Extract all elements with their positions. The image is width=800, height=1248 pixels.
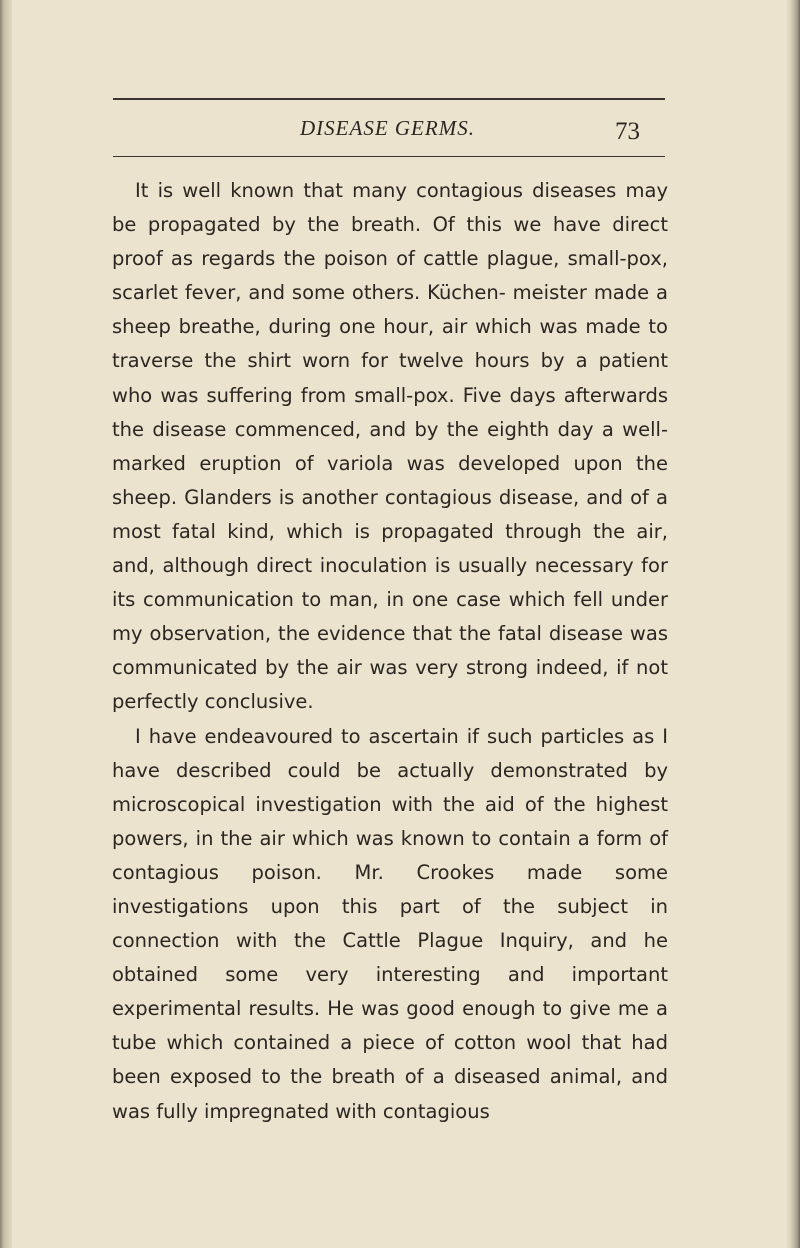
running-head-title: DISEASE GERMS. <box>300 116 475 140</box>
page-edge-right <box>786 0 800 1248</box>
paragraph: I have endeavoured to ascertain if such particles as I have described could be actually demonstrated by microscopical investigation with the aid of the highest powers, in the air which was known to contain a form of contagious poison. Mr. Crookes made some investigations upon this part of the subject in connection with the Cattle Plague Inquiry, and he obtained some very interesting and important experimental results. He was good enough to give me a tube which contained a piece of cotton wool that had been exposed to the breath of a diseased animal, and was fully impregnated with contagious <box>112 724 668 1123</box>
body-text <box>112 174 668 1129</box>
header-rule-bottom <box>113 156 665 157</box>
header-rule-top <box>113 98 665 100</box>
page-number: 73 <box>615 118 640 145</box>
running-head <box>0 112 800 145</box>
page-edge-left <box>0 0 12 1248</box>
paragraph: It is well known that many contagious diseases may be propagated by the breath. Of this we have direct proof as regards the poison of cattle plague, small-pox, scarlet fever, and some others. Küchen- meister made a sheep breathe, during one hour, air which was made to traverse the shirt worn for twelve hours by a patient who was suffering from small-pox. Five days afterwards the disease commenced, and by the eighth day a well-marked eruption of variola was developed upon the sheep. Glanders is another contagious disease, and of a most fatal kind, which is propagated through the air, and, although direct inoculation is usually necessary for its communication to man, in one case which fell under my observation, the evidence that the fatal disease was communicated by the air was very strong indeed, if not perfectly conclusive. <box>112 179 668 714</box>
